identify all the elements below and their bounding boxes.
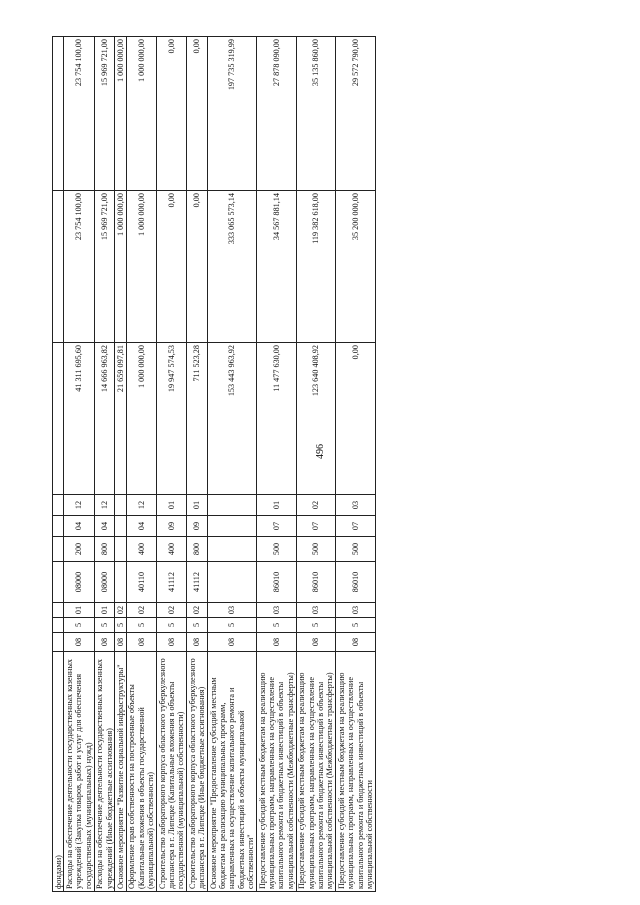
program-code-cell: 5 [208,618,257,633]
ministry-code-cell: 08 [296,633,336,652]
subsection-cell: 12 [94,495,115,516]
row-name-cell: Основное мероприятие "Развитие социальной инфраструктуры" [115,652,126,892]
row-name-cell: Строительство лабораторного корпуса областного туберкулезного диспансера в г. Липецке (Иные бюджетные ассигнования) [187,652,208,892]
program-code-cell: 5 [187,618,208,633]
subprogram-code-cell: 02 [157,603,187,618]
subprogram-code-cell: 02 [187,603,208,618]
program-code-cell: 5 [157,618,187,633]
subsection-cell [53,495,64,516]
amount-year1-cell [53,343,64,495]
amount-year2-cell: 1 000 000,00 [115,191,126,343]
program-code-cell [53,618,64,633]
program-code-cell: 5 [115,618,126,633]
table-row [64,37,94,892]
expense-type-cell: 800 [94,537,115,562]
budget-table-body [53,37,376,892]
section-cell: 07 [296,516,336,537]
expense-type-cell: 200 [64,537,94,562]
expense-type-cell: 500 [336,537,376,562]
subprogram-code-cell: 02 [126,603,156,618]
row-name-cell: Предоставление субсидий местным бюджетам на реализацию муниципальных программ, направленных на осуществление капитального ремонта и бюджетных инвестиций в объекты муниципальной собственности (Межбюджетные трансферты) [257,652,297,892]
row-name-cell: Расходы на обеспечение деятельности государственных казенных учреждений (Иные бюджетные ассигнования) [94,652,115,892]
expense-code-cell: 41112 [157,562,187,603]
subsection-cell: 02 [296,495,336,516]
ministry-code-cell: 08 [126,633,156,652]
expense-type-cell: 500 [257,537,297,562]
expense-code-cell: 08000 [94,562,115,603]
subprogram-code-cell: 01 [94,603,115,618]
amount-year3-cell: 0,00 [157,37,187,191]
program-code-cell: 5 [64,618,94,633]
amount-year2-cell: 119 382 618,00 [296,191,336,343]
subsection-cell [115,495,126,516]
expense-type-cell [53,537,64,562]
table-row [126,37,156,892]
page-number-text: 496 [314,444,326,459]
section-cell: 09 [187,516,208,537]
amount-year3-cell [53,37,64,191]
rotated-table-container [52,37,628,892]
expense-type-cell: 400 [157,537,187,562]
table-row [296,37,336,892]
subprogram-code-cell: 03 [208,603,257,618]
amount-year3-cell: 197 735 319,99 [208,37,257,191]
row-name-cell: фондами) [53,652,64,892]
expense-code-cell: 86010 [336,562,376,603]
amount-year2-cell [53,191,64,343]
ministry-code-cell: 08 [187,633,208,652]
expense-code-cell: 86010 [296,562,336,603]
expense-type-cell: 500 [296,537,336,562]
ministry-code-cell: 08 [208,633,257,652]
amount-year1-cell: 1 000 000,00 [126,343,156,495]
subsection-cell [208,495,257,516]
amount-year1-cell: 14 666 963,82 [94,343,115,495]
section-cell [115,516,126,537]
amount-year2-cell: 34 567 881,14 [257,191,297,343]
program-code-cell: 5 [296,618,336,633]
amount-year3-cell: 15 969 721,00 [94,37,115,191]
table-row [336,37,376,892]
subsection-cell: 12 [64,495,94,516]
table-row [53,37,64,892]
ministry-code-cell [53,633,64,652]
subprogram-code-cell: 01 [64,603,94,618]
table-row [94,37,115,892]
section-cell: 07 [257,516,297,537]
program-code-cell: 5 [257,618,297,633]
amount-year1-cell: 11 477 630,00 [257,343,297,495]
program-code-cell: 5 [336,618,376,633]
budget-table [52,36,376,892]
row-name-cell: Основное мероприятие "Предоставление субсидий местным бюджетам на реализацию муниципальных программ, направленных на осуществление капитального ремонта и бюджетных инвестиций в объекты муниципальной собственности" [208,652,257,892]
expense-code-cell: 41112 [187,562,208,603]
amount-year2-cell: 23 754 100,00 [64,191,94,343]
ministry-code-cell: 08 [336,633,376,652]
ministry-code-cell: 08 [115,633,126,652]
expense-code-cell [115,562,126,603]
row-name-cell: Оформление прав собственности на построенные объекты (Капитальные вложения в объекты государственной (муниципальной) собственности) [126,652,156,892]
expense-code-cell: 86010 [257,562,297,603]
amount-year1-cell: 19 947 574,53 [157,343,187,495]
amount-year3-cell: 29 572 790,00 [336,37,376,191]
subsection-cell: 03 [336,495,376,516]
row-name-cell: Предоставление субсидий местным бюджетам на реализацию муниципальных программ, направленных на осуществление капитального ремонта и бюджетных инвестиций в объекты муниципальной собственности (Межбюджетные трансферты) [296,652,336,892]
amount-year1-cell: 21 659 097,81 [115,343,126,495]
expense-type-cell [208,537,257,562]
amount-year1-cell: 711 523,28 [187,343,208,495]
row-name-cell: Строительство лабораторного корпуса областного туберкулезного диспансера в г. Липецке (Капитальные вложения в объекты государственной (муниципальной) собственности) [157,652,187,892]
amount-year1-cell: 0,00 [336,343,376,495]
subsection-cell: 01 [157,495,187,516]
expense-type-cell: 800 [187,537,208,562]
ministry-code-cell: 08 [157,633,187,652]
table-row [257,37,297,892]
amount-year1-cell: 153 443 963,92 [208,343,257,495]
amount-year2-cell: 35 200 000,00 [336,191,376,343]
table-row [208,37,257,892]
section-cell: 04 [126,516,156,537]
subprogram-code-cell: 03 [257,603,297,618]
amount-year2-cell: 15 969 721,00 [94,191,115,343]
expense-code-cell [53,562,64,603]
ministry-code-cell: 08 [257,633,297,652]
expense-type-cell: 400 [126,537,156,562]
ministry-code-cell: 08 [64,633,94,652]
table-row [157,37,187,892]
subsection-cell: 01 [257,495,297,516]
amount-year1-cell: 41 311 695,60 [64,343,94,495]
table-row [187,37,208,892]
section-cell: 04 [94,516,115,537]
amount-year3-cell: 1 000 000,00 [126,37,156,191]
subprogram-code-cell: 03 [296,603,336,618]
section-cell: 09 [157,516,187,537]
expense-code-cell [208,562,257,603]
section-cell [208,516,257,537]
amount-year3-cell: 27 878 090,00 [257,37,297,191]
amount-year2-cell: 0,00 [157,191,187,343]
amount-year1-cell: 123 640 408,92 [296,343,336,495]
expense-code-cell: 08000 [64,562,94,603]
program-code-cell: 5 [126,618,156,633]
amount-year2-cell: 1 000 000,00 [126,191,156,343]
subprogram-code-cell: 03 [336,603,376,618]
subsection-cell: 01 [187,495,208,516]
amount-year3-cell: 1 000 000,00 [115,37,126,191]
ministry-code-cell: 08 [94,633,115,652]
subprogram-code-cell [53,603,64,618]
section-cell [53,516,64,537]
section-cell: 04 [64,516,94,537]
amount-year3-cell: 0,00 [187,37,208,191]
section-cell: 07 [336,516,376,537]
row-name-cell: Предоставление субсидий местным бюджетам на реализацию муниципальных программ, направленных на осуществление капитального ремонта и бюджетных инвестиций в объекты муниципальной собственности [336,652,376,892]
amount-year2-cell: 333 065 573,14 [208,191,257,343]
expense-type-cell [115,537,126,562]
subsection-cell: 12 [126,495,156,516]
program-code-cell: 5 [94,618,115,633]
table-row [115,37,126,892]
amount-year3-cell: 35 135 860,00 [296,37,336,191]
expense-code-cell: 40110 [126,562,156,603]
subprogram-code-cell: 02 [115,603,126,618]
row-name-cell: Расходы на обеспечение деятельности государственных казенных учреждений (Закупка товаров, работ и услуг для обеспечения государственных (муниципальных) нужд) [64,652,94,892]
amount-year3-cell: 23 754 100,00 [64,37,94,191]
amount-year2-cell: 0,00 [187,191,208,343]
